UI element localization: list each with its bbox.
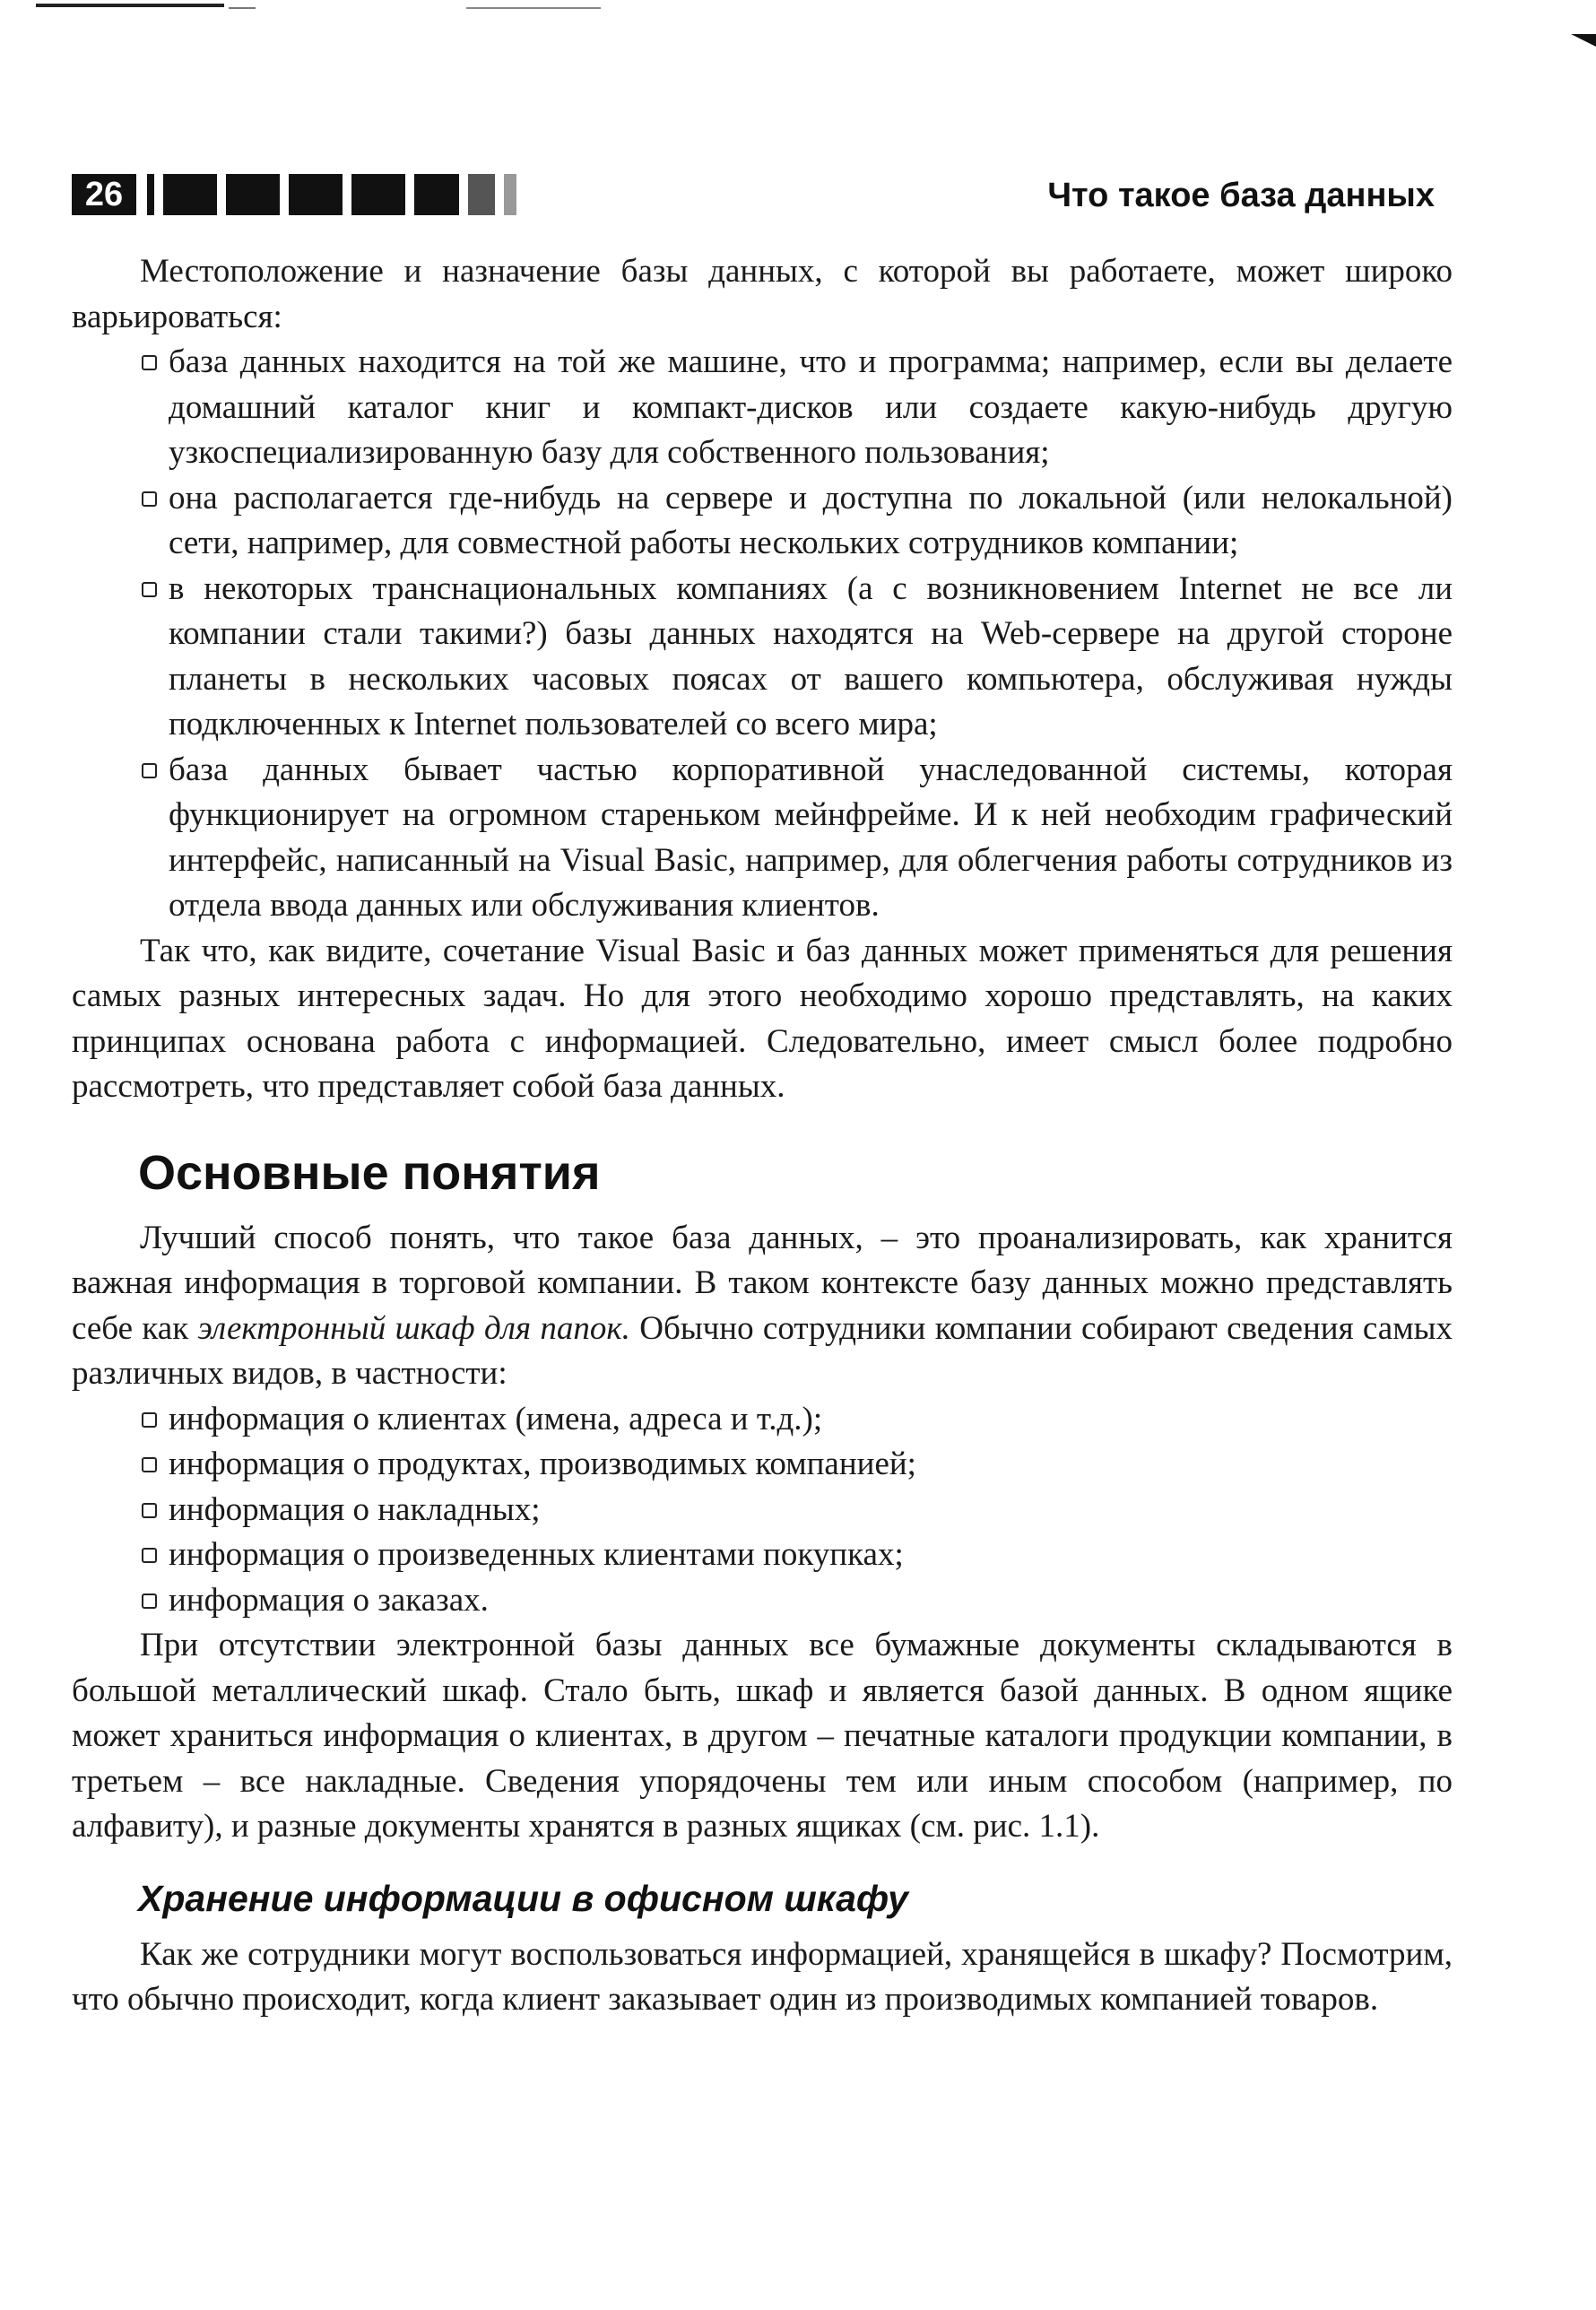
list-item — [72, 1442, 1453, 1488]
list-item — [72, 476, 1453, 567]
list-item-text: она располагается где-нибудь на сервере и доступна по локальной (или нелокальной) сети, например, для совместной работы нескольких сотрудников компании; — [169, 479, 1453, 561]
list-item-text: информация о накладных; — [169, 1490, 541, 1528]
corner-arrow-icon — [1571, 34, 1596, 47]
emphasis-term: электронный шкаф для папок. — [197, 1309, 630, 1347]
subsection-heading: Хранение информации в офисном шкафу — [138, 1877, 908, 1919]
checkbox-bullet-icon — [142, 1548, 157, 1563]
checkbox-bullet-icon — [142, 763, 157, 778]
checkbox-bullet-icon — [142, 1594, 157, 1609]
header-decoration — [147, 174, 525, 215]
list-item — [72, 1488, 1453, 1533]
checkbox-bullet-icon — [142, 1412, 157, 1428]
intro-bullet-list — [72, 340, 1453, 929]
list-item — [72, 1397, 1453, 1443]
intro-closing-paragraph: Так что, как видите, сочетание Visual Basic и баз данных может применяться для решения самых разных интересных задач. Но для этого необходимо хорошо представлять, на каких принципах основана работа с информацией. Следовательно, имеет смысл более подробно рассмотреть, что представляет собой база данных. — [72, 932, 1453, 1105]
list-item-text: информация о продуктах, производимых компанией; — [169, 1446, 916, 1482]
page-number: 26 — [72, 174, 136, 215]
list-item-text: в некоторых транснациональных компаниях (а с возникновением Internet не все ли компании стали такими?) базы данных находятся на Web-сервере на другой стороне планеты в нескольких часовых поясах от вашего компьютера, обслуживая нужды подключенных к Internet пользователей со всего мира; — [169, 569, 1453, 742]
section-paragraph — [72, 1216, 1453, 1397]
list-item — [72, 340, 1453, 476]
checkbox-bullet-icon — [142, 355, 157, 370]
checkbox-bullet-icon — [142, 491, 157, 507]
section-heading: Основные понятия — [138, 1145, 601, 1200]
header-bar — [226, 174, 280, 215]
section-bullet-list — [72, 1397, 1453, 1624]
header-bar — [414, 174, 459, 215]
list-item — [72, 748, 1453, 929]
checkbox-bullet-icon — [142, 1503, 157, 1518]
header-bar — [163, 174, 217, 215]
page-body — [72, 249, 1453, 2023]
list-item — [72, 1578, 1453, 1624]
page-header — [72, 170, 1435, 221]
list-item — [72, 567, 1453, 748]
list-item-text: база данных бывает частью корпоративной унаследованной системы, которая функционирует на огромном стареньком мейнфрейме. И к ней необходим графический интерфейс, написанный на Visual Basic, например, для облегчения работы сотрудников из отдела ввода данных или обслуживания клиентов. — [169, 751, 1453, 924]
intro-paragraph: Местоположение и назначение базы данных, с которой вы работаете, может широко варьироваться: — [72, 253, 1453, 335]
list-item — [72, 1533, 1453, 1578]
header-bar — [289, 174, 343, 215]
running-title: Что такое база данных — [1047, 177, 1435, 214]
scan-edge-mark — [466, 7, 601, 9]
header-bar — [351, 174, 405, 215]
scan-edge-mark — [36, 4, 224, 7]
scan-edge-mark — [229, 7, 256, 9]
header-bar — [468, 174, 495, 215]
section-paragraph-text: Лучший способ понять, что такое база данных, – это проанализировать, как хранится важная информация в торговой компании. В таком контексте базу данных можно представлять себе как — [72, 1219, 1453, 1347]
list-item-text: информация о заказах. — [169, 1581, 489, 1619]
header-bar — [504, 174, 516, 215]
checkbox-bullet-icon — [142, 582, 157, 597]
list-item-text: информация о произведенных клиентами покупках; — [169, 1536, 904, 1573]
section-paragraph-text: Обычно сотрудники компании собирают сведения самых различных видов, в частности: — [72, 1309, 1453, 1392]
header-bar — [147, 174, 154, 215]
section-closing-paragraph: При отсутствии электронной базы данных все бумажные документы складываются в большой металлический шкаф. Стало быть, шкаф и является базой данных. В одном ящике может храниться информация о клиентах, в другом – печатные каталоги продукции компании, в третьем – все накладные. Сведения упорядочены тем или иным способом (например, по алфавиту), и разные документы хранятся в разных ящиках (см. рис. 1.1). — [72, 1627, 1453, 1845]
subsection-paragraph: Как же сотрудники могут воспользоваться информацией, хранящейся в шкафу? Посмотрим, что обычно происходит, когда клиент заказывает один из производимых компанией товаров. — [72, 1935, 1453, 2018]
list-item-text: база данных находится на той же машине, что и программа; например, если вы делаете домашний каталог книг и компакт-дисков или создаете какую-нибудь другую узкоспециализированную базу для собственного пользования; — [169, 343, 1453, 471]
list-item-text: информация о клиентах (имена, адреса и т.д.); — [169, 1400, 823, 1437]
checkbox-bullet-icon — [142, 1457, 157, 1472]
